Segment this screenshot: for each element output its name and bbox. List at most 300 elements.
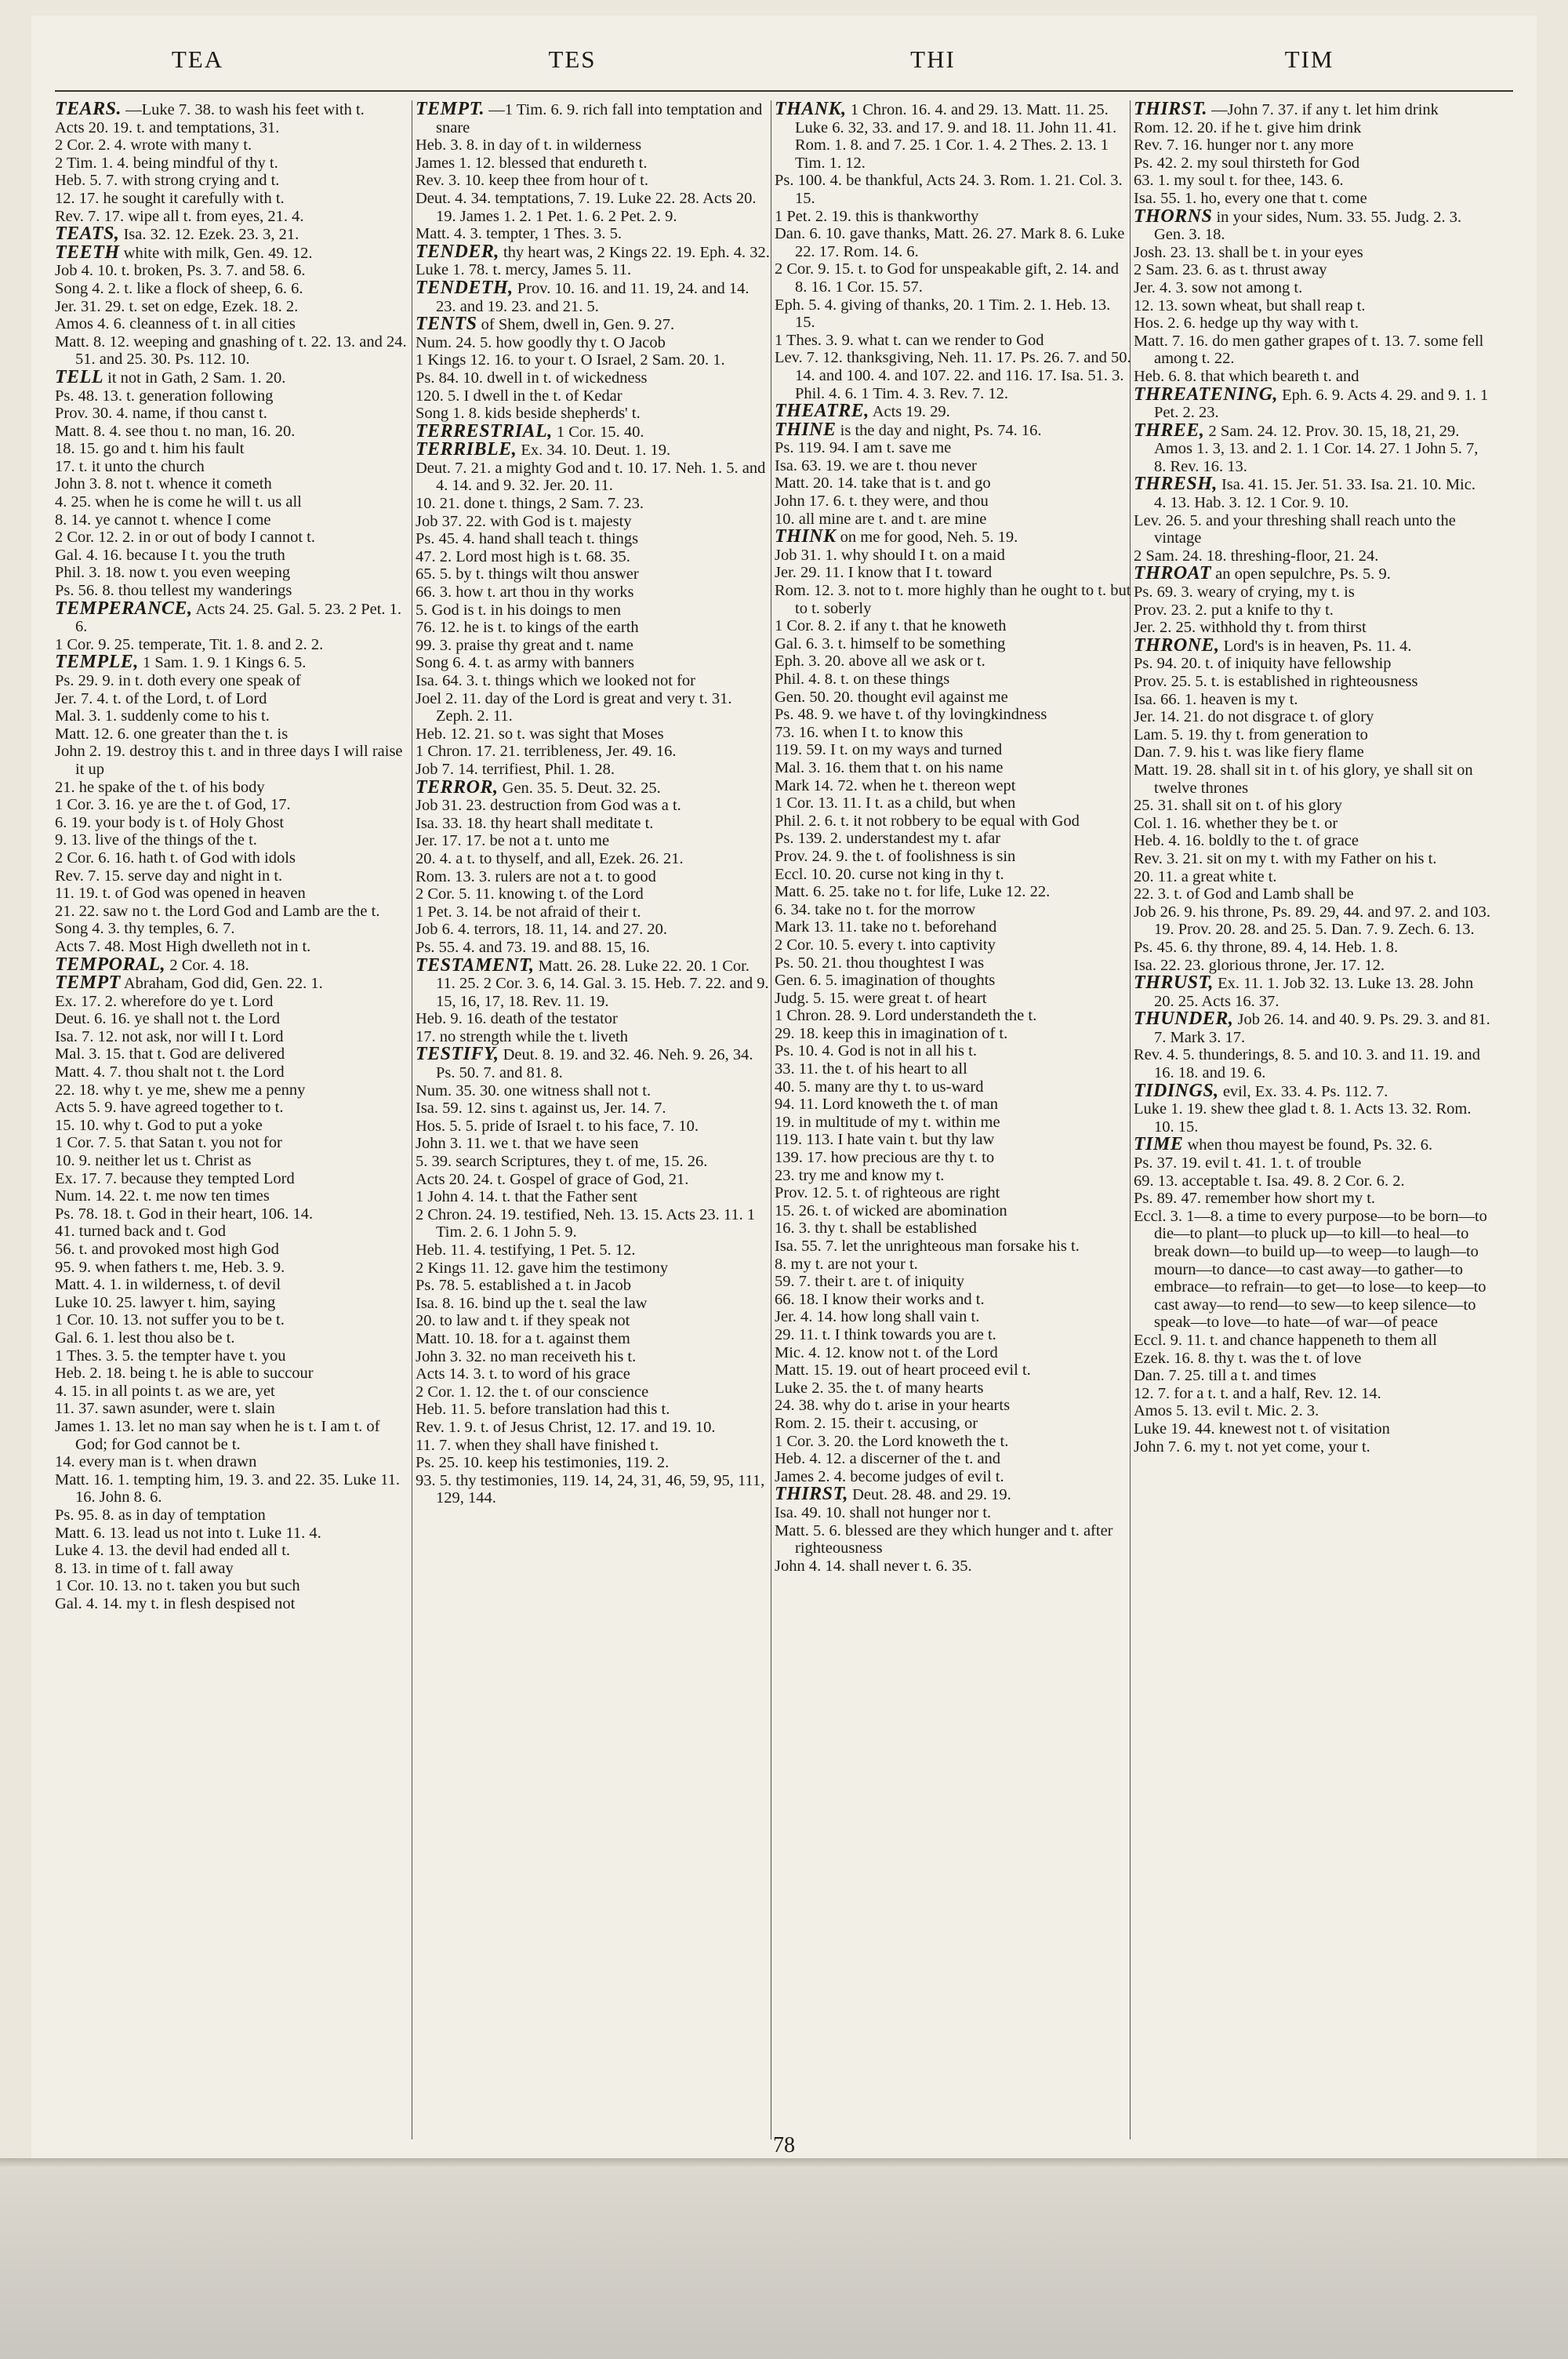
reference-entry — [55, 867, 412, 885]
reference-entry — [1134, 1172, 1490, 1190]
entry-text: Eph. 5. 4. giving of thanks, 20. 1 Tim. 2. 1. Heb. 13. 15. — [775, 296, 1111, 332]
reference-entry — [416, 1206, 772, 1241]
headword: TEETH — [55, 242, 120, 263]
reference-entry — [775, 1007, 1131, 1025]
entry-text: Jer. 4. 3. sow not among t. — [1134, 278, 1303, 296]
headword: THEATRE, — [775, 401, 869, 422]
reference-entry — [775, 848, 1131, 866]
reference-entry — [55, 1205, 412, 1223]
entry-text: 1 Cor. 8. 2. if any t. that he knoweth — [775, 617, 1007, 635]
entry-text: Isa. 55. 1. ho, every one that t. come — [1134, 189, 1367, 207]
headword-entry — [1134, 1136, 1490, 1154]
entry-text: 76. 12. he is t. to kings of the earth — [416, 619, 639, 637]
reference-entry — [775, 954, 1131, 972]
entry-text: 20. to law and t. if they speak not — [416, 1312, 630, 1330]
entry-text: Matt. 8. 12. weeping and gnashing of t. 22. 13. and 24. 51. and 25. 30. Ps. 112. 10. — [55, 333, 407, 369]
entry-text: Ps. 139. 2. understandest my t. afar — [775, 830, 1001, 848]
reference-entry — [55, 796, 412, 814]
headword: TEATS, — [55, 224, 120, 245]
entry-text: 41. turned back and t. God — [55, 1223, 227, 1241]
reference-entry — [775, 349, 1131, 402]
entry-text: Rev. 7. 17. wipe all t. from eyes, 21. 4. — [55, 207, 304, 225]
entry-text: Eph. 6. 9. Acts 4. 29. and 9. 1. 1 Pet. 2. 23. — [1154, 386, 1489, 422]
entry-text: Amos 5. 13. evil t. Mic. 2. 3. — [1134, 1402, 1319, 1420]
reference-entry — [55, 707, 412, 725]
entry-text: Acts 5. 9. have agreed together to t. — [55, 1099, 284, 1117]
reference-entry — [55, 315, 412, 333]
entry-text: 1 Cor. 13. 11. I t. as a child, but when — [775, 794, 1016, 812]
reference-entry — [775, 812, 1131, 831]
entry-text: 65. 5. by t. things wilt thou answer — [416, 565, 639, 583]
entry-text: 9. 13. live of the things of the t. — [55, 831, 257, 849]
entry-text: Eph. 3. 20. above all we ask or t. — [775, 652, 985, 671]
entry-text: John 2. 19. destroy this t. and in three days I will raise it up — [55, 743, 403, 778]
entry-text: 5. 39. search Scriptures, they t. of me, 15. 26. — [416, 1153, 708, 1171]
reference-entry — [416, 1241, 772, 1259]
reference-entry — [416, 654, 772, 672]
headword: THIRST. — [1134, 100, 1207, 119]
entry-text: John 7. 6. my t. not yet come, your t. — [1134, 1438, 1370, 1456]
entry-text: Acts 7. 48. Most High dwelleth not in t. — [55, 937, 311, 955]
running-heads — [31, 45, 1537, 93]
running-head-2: TES — [548, 45, 597, 73]
headword-entry — [1134, 1082, 1490, 1101]
entry-text: 63. 1. my soul t. for thee, 143. 6. — [1134, 172, 1344, 190]
reference-entry — [775, 474, 1131, 493]
entry-text: 59. 7. their t. are t. of iniquity — [775, 1273, 964, 1291]
entry-text: Matt. 26. 28. Luke 22. 20. 1 Cor. 11. 25. 2 Cor. 3. 6, 14. Gal. 3. 15. Heb. 7. 22. and 9. 15, 16, 17, 18. Rev. 11. 19. — [436, 957, 769, 1010]
reference-entry — [55, 1134, 412, 1152]
reference-entry — [416, 530, 772, 548]
reference-entry — [416, 1383, 772, 1401]
headword-entry — [775, 1485, 1131, 1504]
entry-text: 120. 5. I dwell in the t. of Kedar — [416, 387, 622, 405]
entry-text: 22. 3. t. of God and Lamb shall be — [1134, 885, 1354, 903]
entry-text: 2 Cor. 6. 16. hath t. of God with idols — [55, 849, 296, 867]
entry-text: Matt. 10. 18. for a t. against them — [416, 1329, 630, 1347]
entry-text: of Shem, dwell in, Gen. 9. 27. — [481, 316, 675, 334]
entry-text: Num. 14. 22. t. me now ten times — [55, 1187, 270, 1205]
reference-entry — [55, 154, 412, 173]
entry-text: Mal. 3. 1. suddenly come to his t. — [55, 707, 270, 725]
reference-entry — [775, 1415, 1131, 1433]
entry-text: evil, Ex. 33. 4. Ps. 112. 7. — [1222, 1082, 1388, 1100]
entry-text: an open sepulchre, Ps. 5. 9. — [1215, 565, 1391, 583]
reference-entry — [1134, 136, 1490, 154]
headword: THINE — [775, 419, 837, 440]
headword-entry — [416, 420, 772, 442]
reference-entry — [55, 1294, 412, 1312]
headword-entry — [1134, 205, 1490, 244]
entry-text: 10. all mine are t. and t. are mine — [775, 510, 987, 528]
entry-text: Acts 24. 25. Gal. 5. 23. 2 Pet. 1. 6. — [75, 600, 402, 636]
entry-text: 73. 16. when I t. to know this — [775, 723, 964, 741]
entry-text: James 2. 4. become judges of evil t. — [775, 1467, 1004, 1485]
entry-text: Matt. 5. 6. blessed are they which hunger and t. after righteousness — [775, 1521, 1113, 1558]
entry-text: Jer. 29. 11. I know that I t. toward — [775, 564, 993, 582]
headword: THRESH, — [1134, 474, 1218, 495]
reference-entry — [1134, 673, 1490, 691]
reference-entry — [775, 1096, 1131, 1114]
entry-text: Luke 10. 25. lawyer t. him, saying — [55, 1293, 276, 1311]
headword-entry — [416, 243, 772, 262]
entry-text: Ps. 48. 9. we have t. of thy lovingkindness — [775, 706, 1047, 724]
entry-text: Job 37. 22. with God is t. majesty — [416, 512, 632, 530]
entry-text: —1 Tim. 6. 9. rich fall into temptation and snare — [436, 101, 763, 136]
entry-text: Mal. 3. 15. that t. God are delivered — [55, 1045, 285, 1063]
reference-entry — [416, 1118, 772, 1136]
entry-text: John 3. 32. no man receiveth his t. — [416, 1347, 637, 1365]
reference-entry — [775, 741, 1131, 759]
headword-entry — [775, 100, 1131, 172]
reference-entry — [1134, 1367, 1490, 1385]
entry-text: John 17. 6. t. they were, and thou — [775, 493, 989, 511]
reference-entry — [416, 405, 772, 423]
reference-entry — [55, 1010, 412, 1028]
reference-entry — [416, 513, 772, 531]
entry-text: 19. in multitude of my t. within me — [775, 1113, 1000, 1131]
headword: TIDINGS, — [1134, 1080, 1219, 1101]
entry-text: Deut. 8. 19. and 32. 46. Neh. 9. 26, 34. Ps. 50. 7. and 81. 8. — [436, 1046, 753, 1082]
reference-entry — [55, 1453, 412, 1471]
reference-entry — [775, 208, 1131, 226]
reference-entry — [55, 1507, 412, 1525]
reference-entry — [416, 172, 772, 190]
reference-entry — [55, 1223, 412, 1241]
dictionary-page — [31, 16, 1537, 2168]
background-surface — [0, 2168, 1568, 2359]
reference-entry — [775, 1558, 1131, 1576]
headword-entry — [55, 600, 412, 636]
reference-entry — [55, 938, 412, 956]
entry-text: Matt. 7. 16. do men gather grapes of t. 13. 7. some fell among t. 22. — [1134, 332, 1484, 368]
entry-text: Ps. 78. 5. established a t. in Jacob — [416, 1277, 632, 1295]
entry-text: Gal. 4. 16. because I t. you the truth — [55, 546, 285, 564]
reference-entry — [55, 885, 412, 903]
reference-entry — [55, 333, 412, 369]
reference-entry — [775, 1131, 1131, 1149]
reference-entry — [416, 583, 772, 602]
headword: THIRST, — [775, 1484, 848, 1505]
entry-text: 24. 38. why do t. arise in your hearts — [775, 1397, 1011, 1415]
reference-entry — [416, 1259, 772, 1278]
reference-entry — [55, 208, 412, 226]
reference-entry — [775, 225, 1131, 260]
reference-entry — [55, 280, 412, 298]
entry-text: Col. 1. 16. whether they be t. or — [1134, 814, 1338, 832]
entry-text: Job 6. 4. terrors, 18. 11, 14. and 27. 20. — [416, 921, 667, 939]
reference-entry — [55, 1259, 412, 1277]
headword: TEMPERANCE, — [55, 598, 193, 619]
reference-entry — [1134, 885, 1490, 903]
reference-entry — [1134, 261, 1490, 279]
reference-entry — [775, 1238, 1131, 1256]
reference-entry — [775, 1468, 1131, 1486]
reference-entry — [775, 1042, 1131, 1060]
reference-entry — [55, 582, 412, 600]
reference-entry — [775, 617, 1131, 635]
entry-text: 1 Cor. 10. 13. no t. taken you but such — [55, 1577, 300, 1595]
reference-entry — [55, 1542, 412, 1560]
entry-text: 1 Cor. 15. 40. — [556, 423, 644, 441]
entry-text: Isa. 8. 16. bind up the t. seal the law — [416, 1294, 648, 1312]
reference-entry — [416, 939, 772, 957]
headword-entry — [1134, 383, 1490, 422]
reference-entry — [775, 1256, 1131, 1274]
entry-text: Abraham, God did, Gen. 22. 1. — [123, 975, 323, 993]
reference-entry — [1134, 726, 1490, 744]
reference-entry — [55, 119, 412, 137]
reference-entry — [775, 1060, 1131, 1078]
entry-text: 1 John 4. 14. t. that the Father sent — [416, 1188, 637, 1206]
entry-text: 25. 31. shall sit on t. of his glory — [1134, 797, 1342, 815]
entry-text: Ps. 48. 13. t. generation following — [55, 387, 274, 405]
entry-text: Hos. 2. 6. hedge up thy way with t. — [1134, 314, 1359, 333]
entry-text: 12. 17. he sought it carefully with t. — [55, 189, 285, 207]
reference-entry — [775, 511, 1131, 529]
entry-text: Heb. 6. 8. that which beareth t. and — [1134, 367, 1359, 385]
entry-text: —John 7. 37. if any t. let him drink — [1211, 101, 1439, 118]
entry-text: 10. 9. neither let us t. Christ as — [55, 1152, 252, 1170]
entry-text: 23. try me and know my t. — [775, 1166, 945, 1184]
entry-text: 119. 113. I hate vain t. but thy law — [775, 1131, 995, 1149]
entry-text: Job 4. 10. t. broken, Ps. 3. 7. and 58. 6. — [55, 262, 306, 280]
headword: TERROR, — [416, 776, 499, 798]
reference-entry — [1134, 172, 1490, 190]
entry-text: 2 Sam. 24. 12. Prov. 30. 15, 18, 21, 29. Amos 1. 3, 13. and 2. 1. 1 Cor. 14. 27. 1 John 5. 7, 8. Rev. 16. 13. — [1154, 422, 1479, 475]
entry-text: Rom. 12. 3. not to t. more highly than he ought to t. but to t. soberly — [775, 582, 1131, 617]
reference-entry — [55, 1187, 412, 1205]
reference-entry — [416, 743, 772, 761]
reference-entry — [775, 260, 1131, 296]
reference-entry — [416, 1153, 772, 1171]
entry-text: Jer. 7. 4. t. of the Lord, t. of Lord — [55, 689, 267, 707]
headword: TESTAMENT, — [416, 954, 535, 976]
entry-text: 99. 3. praise thy great and t. name — [416, 636, 633, 654]
entry-text: 2 Sam. 23. 6. as t. thrust away — [1134, 261, 1327, 279]
entry-text: Num. 35. 30. one witness shall not t. — [416, 1081, 652, 1100]
reference-entry — [55, 1595, 412, 1613]
reference-entry — [1134, 602, 1490, 620]
entry-text: Isa. 55. 7. let the unrighteous man forsake his t. — [775, 1238, 1080, 1255]
reference-entry — [1134, 119, 1490, 137]
entry-text: thy heart was, 2 Kings 22. 19. Eph. 4. 32. — [503, 243, 770, 261]
entry-text: Matt. 6. 13. lead us not into t. Luke 11. 4. — [55, 1524, 321, 1542]
entry-text: 2 Cor. 9. 15. t. to God for unspeakable gift, 2. 14. and 8. 16. 1 Cor. 15. 57. — [775, 260, 1119, 296]
reference-entry — [416, 815, 772, 833]
reference-entry — [1134, 797, 1490, 815]
reference-entry — [55, 1099, 412, 1117]
reference-entry — [55, 1418, 412, 1453]
entry-text: 16. 3. thy t. shall be established — [775, 1219, 977, 1238]
reference-entry — [775, 1184, 1131, 1202]
reference-entry — [775, 777, 1131, 795]
reference-entry — [775, 332, 1131, 350]
reference-entry — [55, 529, 412, 547]
reference-entry — [416, 903, 772, 921]
entry-text: Dan. 6. 10. gave thanks, Matt. 26. 27. Mark 8. 6. Luke 22. 17. Rom. 14. 6. — [775, 225, 1125, 260]
reference-entry — [55, 547, 412, 565]
headword: TERRESTRIAL, — [416, 420, 553, 442]
entry-text: Joel 2. 11. day of the Lord is great and very t. 31. Zeph. 2. 11. — [416, 689, 732, 725]
reference-entry — [55, 458, 412, 476]
entry-text: Amos 4. 6. cleanness of t. in all cities — [55, 315, 296, 333]
entry-text: Heb. 4. 12. a discerner of the t. and — [775, 1450, 1001, 1468]
headword-entry — [416, 100, 772, 136]
reference-entry — [416, 548, 772, 566]
reference-entry — [55, 1525, 412, 1543]
entry-text: Ps. 29. 9. in t. doth every one speak of — [55, 672, 301, 689]
entry-text: 1 Kings 12. 16. to your t. O Israel, 2 Sam. 20. 1. — [416, 351, 725, 369]
reference-entry — [775, 296, 1131, 332]
entry-text: on me for good, Neh. 5. 19. — [840, 529, 1018, 547]
entry-text: Ex. 17. 7. because they tempted Lord — [55, 1169, 295, 1187]
entry-text: Matt. 20. 14. take that is t. and go — [775, 474, 991, 493]
entry-text: Matt. 6. 25. take no t. for life, Luke 12. 22. — [775, 883, 1051, 901]
entry-text: 21. he spake of the t. of his body — [55, 778, 265, 796]
reference-entry — [416, 1454, 772, 1472]
column-2 — [416, 100, 772, 2124]
entry-text: Lord's is in heaven, Ps. 11. 4. — [1223, 637, 1412, 655]
entry-text: 56. t. and provoked most high God — [55, 1241, 279, 1258]
entry-text: Jer. 2. 25. withhold thy t. from thirst — [1134, 619, 1367, 637]
reference-entry — [55, 1329, 412, 1347]
entry-text: Deut. 4. 34. temptations, 7. 19. Luke 22. 28. Acts 20. 19. James 1. 2. 1 Pet. 1. 6. 2 Pet. 2. 9. — [416, 189, 757, 225]
reference-entry — [775, 1167, 1131, 1185]
column-1 — [55, 100, 412, 2124]
reference-entry — [775, 759, 1131, 777]
reference-entry — [416, 154, 772, 173]
reference-entry — [55, 672, 412, 690]
reference-entry — [55, 743, 412, 778]
reference-entry — [1134, 868, 1490, 886]
reference-entry — [1134, 368, 1490, 386]
entry-text: Judg. 5. 15. were great t. of heart — [775, 989, 987, 1007]
headword: THINK — [775, 526, 837, 547]
reference-entry — [1134, 314, 1490, 333]
reference-entry — [416, 1348, 772, 1366]
entry-text: Luke 1. 19. shew thee glad t. 8. 1. Acts 13. 32. Rom. 10. 15. — [1134, 1100, 1472, 1136]
reference-entry — [1134, 1385, 1490, 1403]
entry-text: Gal. 6. 3. t. himself to be something — [775, 634, 1006, 652]
entry-text: 69. 13. acceptable t. Isa. 49. 8. 2 Cor. 6. 2. — [1134, 1172, 1405, 1190]
entry-text: Ps. 78. 18. t. God in their heart, 106. 14. — [55, 1205, 314, 1223]
entry-text: 2 Sam. 24. 18. threshing-floor, 21. 24. — [1134, 547, 1379, 565]
entry-text: Heb. 11. 5. before translation had this t. — [416, 1401, 670, 1419]
reference-entry — [416, 1082, 772, 1100]
entry-text: 40. 5. many are thy t. to us-ward — [775, 1078, 984, 1096]
reference-entry — [1134, 743, 1490, 761]
reference-entry — [775, 1450, 1131, 1468]
entry-text: 2 Cor. 1. 12. the t. of our conscience — [416, 1383, 649, 1401]
headword-entry — [55, 974, 412, 993]
entry-text: 1 Cor. 10. 13. not suffer you to be t. — [55, 1311, 285, 1329]
entry-text: Ps. 37. 19. evil t. 41. 1. t. of trouble — [1134, 1154, 1362, 1172]
page-number: 78 — [773, 2133, 795, 2157]
entry-text: Gen. 50. 20. thought evil against me — [775, 688, 1008, 706]
entry-text: Josh. 23. 13. shall be t. in your eyes — [1134, 243, 1363, 261]
reference-entry — [775, 1397, 1131, 1415]
headword: TEMPLE, — [55, 652, 139, 673]
headword-entry — [1134, 974, 1490, 1010]
headword: THORNS — [1134, 205, 1213, 227]
headword-entry — [55, 225, 412, 244]
entry-text: Ex. 34. 10. Deut. 1. 19. — [521, 442, 671, 460]
entry-text: Song 6. 4. t. as army with banners — [416, 654, 634, 672]
entry-text: 1 Pet. 3. 14. be not afraid of their t. — [416, 903, 641, 921]
reference-entry — [775, 1522, 1131, 1558]
reference-entry — [416, 565, 772, 583]
reference-entry — [416, 1010, 772, 1028]
entry-text: 1 Chron. 17. 21. terribleness, Jer. 49. 16. — [416, 743, 677, 761]
entry-text: Heb. 4. 16. boldly to the t. of grace — [1134, 832, 1359, 850]
reference-entry — [55, 814, 412, 832]
headword-entry — [775, 528, 1131, 547]
entry-text: 139. 17. how precious are thy t. to — [775, 1149, 995, 1167]
reference-entry — [1134, 190, 1490, 208]
reference-entry — [416, 619, 772, 637]
entry-text: 29. 11. t. I think towards you are t. — [775, 1325, 996, 1343]
headword-entry — [1134, 475, 1490, 511]
reference-entry — [416, 1295, 772, 1313]
headword-entry — [55, 653, 412, 672]
reference-entry — [1134, 1332, 1490, 1350]
entry-text: 15. 26. t. of wicked are abomination — [775, 1201, 1007, 1219]
reference-entry — [1134, 1402, 1490, 1420]
reference-entry — [775, 1433, 1131, 1451]
reference-entry — [1134, 691, 1490, 709]
reference-entry — [1134, 583, 1490, 602]
entry-text: 47. 2. Lord most high is t. 68. 35. — [416, 547, 630, 565]
reference-entry — [775, 1361, 1131, 1379]
entry-text: 1 Cor. 9. 25. temperate, Tit. 1. 8. and 2. 2. — [55, 635, 324, 653]
entry-text: Prov. 23. 2. put a knife to thy t. — [1134, 601, 1334, 619]
reference-entry — [775, 1379, 1131, 1398]
entry-text: Gen. 6. 5. imagination of thoughts — [775, 972, 996, 990]
entry-text: 29. 18. keep this in imagination of t. — [775, 1024, 1008, 1042]
headword-entry — [1134, 634, 1490, 656]
reference-entry — [775, 901, 1131, 919]
entry-text: Matt. 15. 19. out of heart proceed evil t. — [775, 1361, 1031, 1379]
entry-text: Job 26. 9. his throne, Ps. 89. 29, 44. and 97. 2. and 103. 19. Prov. 20. 28. and 25. 5. Dan. 7. 9. Zech. 6. 13. — [1134, 903, 1490, 939]
reference-entry — [1134, 154, 1490, 173]
entry-text: 1 Thes. 3. 9. what t. can we render to God — [775, 331, 1044, 349]
reference-entry — [775, 493, 1131, 511]
entry-text: is the day and night, Ps. 74. 16. — [840, 421, 1042, 439]
entry-text: Matt. 12. 6. one greater than the t. is — [55, 725, 289, 743]
entry-text: 21. 22. saw no t. the Lord God and Lamb are the t. — [55, 902, 380, 920]
entry-text: 33. 11. the t. of his heart to all — [775, 1060, 967, 1078]
reference-entry — [1134, 297, 1490, 315]
entry-text: Phil. 2. 6. t. it not robbery to be equal with God — [775, 812, 1080, 830]
entry-text: Lam. 5. 19. thy t. from generation to — [1134, 725, 1368, 743]
entry-text: Ps. 119. 94. I am t. save me — [775, 439, 952, 457]
headword: TEARS. — [55, 100, 122, 119]
reference-entry — [775, 1291, 1131, 1309]
column-3 — [775, 100, 1131, 2124]
reference-entry — [416, 1171, 772, 1189]
entry-text: Job 31. 23. destruction from God was a t. — [416, 797, 681, 815]
reference-entry — [1134, 903, 1490, 939]
entry-text: Isa. 64. 3. t. things which we looked not for — [416, 672, 695, 689]
reference-entry — [55, 831, 412, 849]
reference-entry — [775, 1273, 1131, 1291]
reference-entry — [416, 387, 772, 405]
reference-entry — [1134, 655, 1490, 673]
reference-entry — [775, 918, 1131, 936]
entry-text: Matt. 4. 1. in wilderness, t. of devil — [55, 1276, 281, 1294]
reference-entry — [416, 921, 772, 939]
